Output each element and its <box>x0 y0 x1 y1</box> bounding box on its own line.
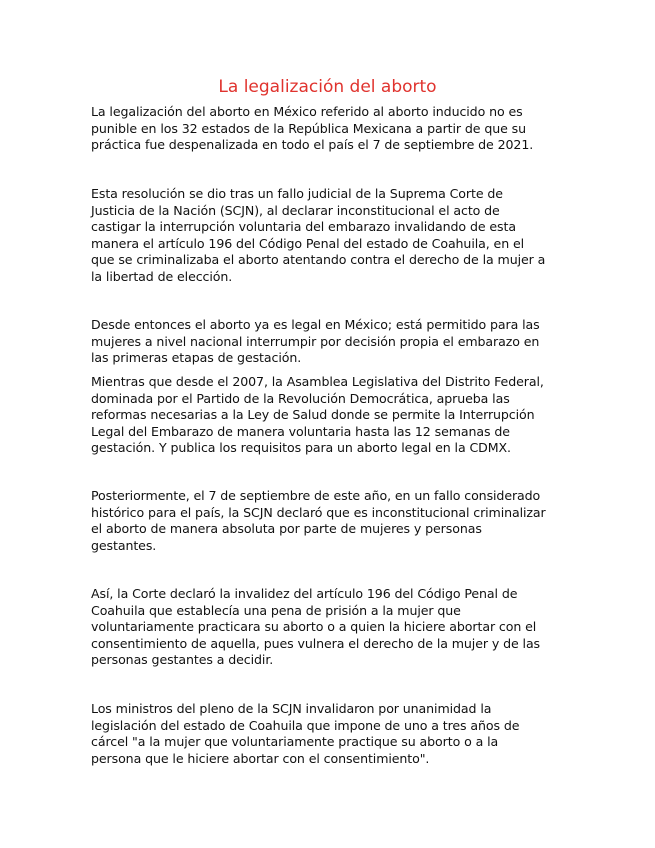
paragraph-5 <box>91 488 571 554</box>
paragraph-line: La legalización del aborto en México referido al aborto inducido no es <box>91 104 523 119</box>
paragraph-line: manera el artículo 196 del Código Penal del estado de Coahuila, en el <box>91 235 525 251</box>
paragraph-2 <box>91 186 571 286</box>
paragraph-line: Legal del Embarazo de manera voluntaria hasta las 12 semanas de <box>91 423 510 439</box>
paragraph-line: Posteriormente, el 7 de septiembre de este año, en un fallo considerado <box>91 488 541 503</box>
paragraph-line: Los ministros del pleno de la SCJN invalidaron por unanimidad la <box>91 701 492 716</box>
paragraph-line: gestantes. <box>91 537 157 553</box>
paragraph-line: Justicia de la Nación (SCJN), al declarar inconstitucional el acto de <box>91 202 500 218</box>
paragraph-line: mujeres a nivel nacional interrumpir por decisión propia el embarazo en <box>91 333 540 349</box>
paragraph-4 <box>91 374 571 457</box>
paragraph-line: el aborto de manera absoluta por parte de mujeres y personas <box>91 521 482 537</box>
paragraph-line: persona que le hiciere abortar con el consentimiento". <box>91 750 430 766</box>
paragraph-line: histórico para el país, la SCJN declaró que es inconstitucional criminalizar <box>91 504 546 520</box>
paragraph-line: cárcel "a la mujer que voluntariamente practique su aborto o a la <box>91 734 499 750</box>
paragraph-line: voluntariamente practicara su aborto o a quien la hiciere abortar con el <box>91 619 537 635</box>
paragraph-line: castigar la interrupción voluntaria del embarazo invalidando de esta <box>91 219 516 235</box>
paragraph-line: personas gestantes a decidir. <box>91 652 274 668</box>
paragraph-line: la libertad de elección. <box>91 268 233 284</box>
paragraph-line: Esta resolución se dio tras un fallo judicial de la Suprema Corte de <box>91 186 503 201</box>
paragraph-line: que se criminalizaba el aborto atentando contra el derecho de la mujer a <box>91 252 546 268</box>
paragraph-3 <box>91 317 571 367</box>
paragraph-line: reformas necesarias a la Ley de Salud donde se permite la Interrupción <box>91 407 535 423</box>
paragraph-6 <box>91 586 571 669</box>
paragraph-line: Desde entonces el aborto ya es legal en México; está permitido para las <box>91 317 540 332</box>
paragraph-line: Mientras que desde el 2007, la Asamblea Legislativa del Distrito Federal, <box>91 374 544 389</box>
paragraph-line: gestación. Y publica los requisitos para un aborto legal en la CDMX. <box>91 440 511 456</box>
paragraph-7 <box>91 701 571 767</box>
document-title: La legalización del aborto <box>218 77 437 97</box>
paragraph-line: punible en los 32 estados de la República Mexicana a partir de que su <box>91 120 527 136</box>
paragraph-1 <box>91 104 571 154</box>
paragraph-line: consentimiento de aquella, pues vulnera el derecho de la mujer y de las <box>91 635 541 651</box>
paragraph-line: legislación del estado de Coahuila que impone de uno a tres años de <box>91 717 520 733</box>
paragraph-line: dominada por el Partido de la Revolución Democrática, aprueba las <box>91 390 510 406</box>
paragraph-line: Así, la Corte declaró la invalidez del artículo 196 del Código Penal de <box>91 586 518 601</box>
paragraph-line: práctica fue despenalizada en todo el país el 7 de septiembre de 2021. <box>91 137 534 153</box>
paragraph-line: las primeras etapas de gestación. <box>91 350 302 366</box>
paragraph-line: Coahuila que establecía una pena de prisión a la mujer que <box>91 602 461 618</box>
